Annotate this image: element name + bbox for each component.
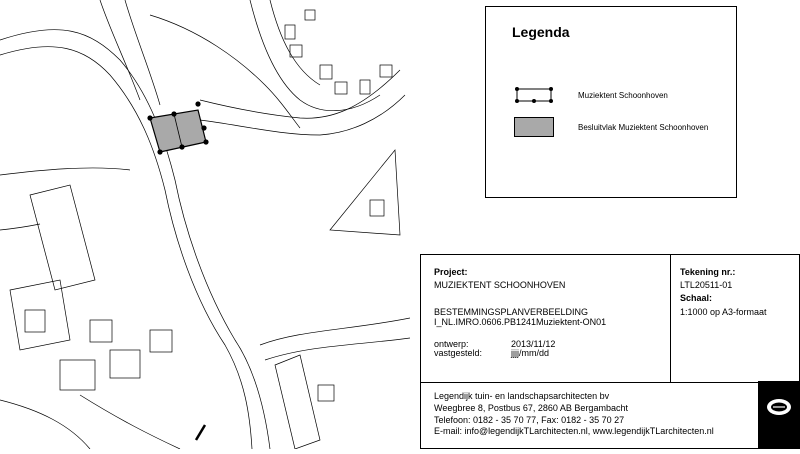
building (90, 320, 112, 342)
plan-id: I_NL.IMRO.0606.PB1241Muziektent-ON01 (434, 317, 607, 327)
plan-title: BESTEMMINGSPLANVERBEELDING (434, 307, 589, 317)
building (60, 360, 95, 390)
title-block (420, 254, 800, 449)
building (305, 10, 315, 20)
scale-value: 1:1000 op A3-formaat (680, 307, 767, 317)
parcel-line-4 (0, 224, 40, 230)
legend-title: Legenda (512, 24, 570, 40)
building-west-2 (10, 280, 70, 350)
firm-logo (758, 381, 800, 449)
road-north-west (100, 0, 140, 100)
vastgesteld-value: jjjj/mm/dd (511, 348, 550, 358)
firm-email: E-mail: info@legendijkTLarchitecten.nl, www.legendijkTLarchitecten.nl (434, 426, 714, 436)
building (285, 25, 295, 39)
vastgesteld-label: vastgesteld: (434, 348, 483, 358)
legend-label-besluitvlak: Besluitvlak Muziektent Schoonhoven (578, 123, 709, 132)
legend (485, 6, 737, 198)
road-ne-2 (200, 95, 405, 135)
north-arrow-stub (196, 425, 205, 440)
project-label: Project: (434, 267, 468, 277)
firm-phone: Telefoon: 0182 - 35 70 77, Fax: 0182 - 35 70 27 (434, 415, 625, 425)
road-ne-3 (150, 15, 300, 128)
legend-label-muziektent: Muziektent Schoonhoven (578, 91, 668, 100)
ontwerp-value: 2013/11/12 (511, 339, 556, 349)
firm-address: Weegbree 8, Postbus 67, 2860 AB Bergambacht (434, 403, 628, 413)
road-edge-east (0, 47, 252, 449)
road-east-lower-2 (265, 338, 410, 360)
scale-label: Schaal: (680, 293, 713, 303)
building-west (30, 185, 95, 290)
drawing-no: LTL20511-01 (680, 280, 733, 290)
building (110, 350, 140, 378)
parcel-line-3 (0, 168, 130, 175)
legend-symbol-grey-fill (514, 117, 554, 137)
building (150, 330, 172, 352)
building (320, 65, 332, 79)
project-name: MUZIEKTENT SCHOONHOVEN (434, 280, 566, 290)
parcel-line-6 (0, 400, 90, 449)
ontwerp-label: ontwerp: (434, 339, 469, 349)
building (318, 385, 334, 401)
drawing-no-label: Tekening nr.: (680, 267, 736, 277)
road-edge-west (0, 30, 270, 449)
parcel-triangle (330, 150, 400, 235)
building (380, 65, 392, 77)
divider (670, 255, 671, 382)
firm-name: Legendijk tuin- en landschapsarchitecten bv (434, 391, 610, 401)
parcel-line-5 (80, 395, 180, 449)
logo-emblem-icon (758, 381, 800, 449)
building (370, 200, 384, 216)
legend-symbol-outline (514, 86, 554, 104)
building (360, 80, 370, 94)
road-north-east (125, 0, 160, 105)
building-se (275, 355, 320, 449)
building (25, 310, 45, 332)
divider (421, 382, 800, 383)
building (335, 82, 347, 94)
